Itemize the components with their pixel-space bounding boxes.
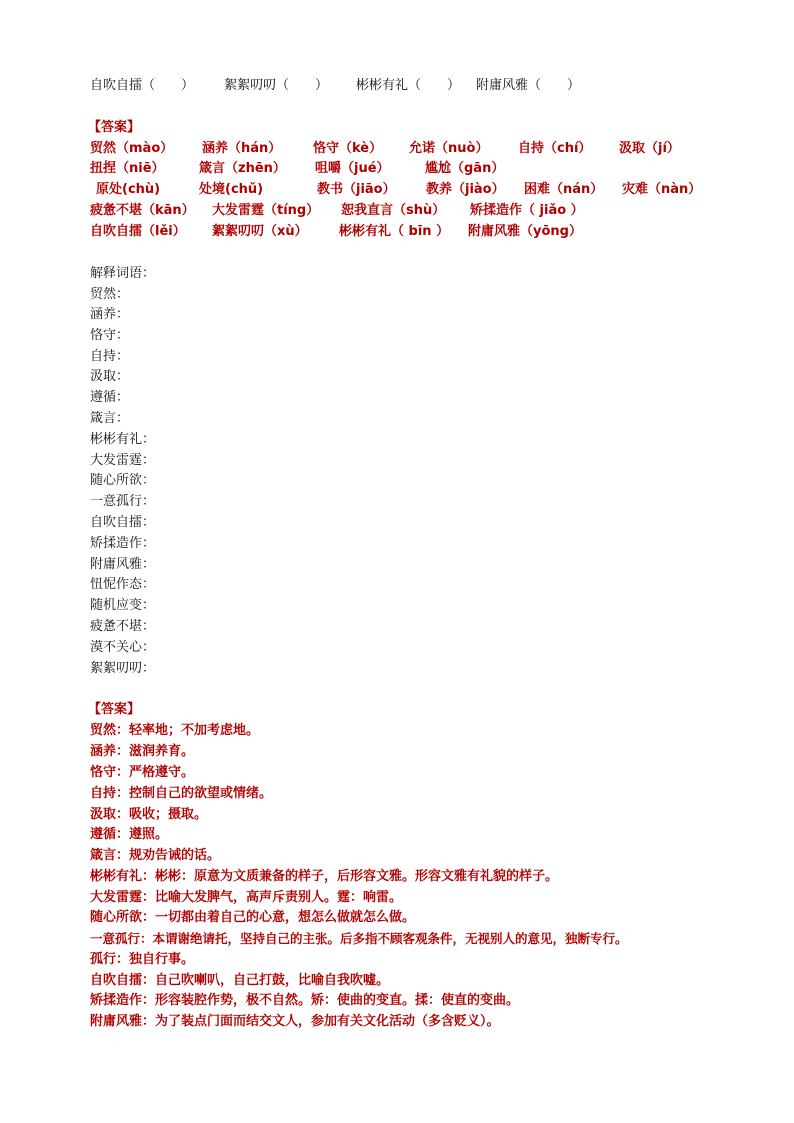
definition-line: 孤行：独自行事。 [90, 952, 195, 967]
term-label: 汲取： [90, 369, 130, 384]
definition-line: 贸然：轻率地；不加考虑地。 [90, 723, 260, 738]
answer-item: 大发雷霆（tíng） [212, 203, 320, 218]
answer-item: 汲取（jí） [619, 141, 680, 156]
answer-item: 困难（nán） [524, 182, 604, 197]
term-label: 疲惫不堪： [90, 619, 156, 634]
answer-item: 恕我直言（shù） [341, 203, 446, 218]
definition-line: 遵循：遵照。 [90, 827, 169, 842]
term-label: 忸怩作态： [90, 577, 156, 592]
definition-line: 彬彬有礼：彬彬：原意为文质兼备的样子，后形容文雅。形容文雅有礼貌的样子。 [90, 869, 559, 884]
term-label: 漠不关心： [90, 640, 156, 655]
answer-item: 灾难（nàn） [622, 182, 702, 197]
answer-item: 贸然（mào） [90, 141, 174, 156]
answer-heading: 【答案】 [88, 702, 141, 717]
question-item: 彬彬有礼（ ） [356, 78, 461, 93]
answer-item: 扭捏（niē） [90, 161, 165, 176]
definition-line: 自持：控制自己的欲望或情绪。 [90, 786, 273, 801]
answer-item: 自吹自擂（lěi） [90, 224, 186, 239]
term-label: 自持： [90, 349, 130, 364]
question-item: 絮絮叨叨（ ） [224, 78, 329, 93]
answer-item: 教书（jiāo） [317, 182, 396, 197]
question-item: 附庸风雅（ ） [476, 78, 581, 93]
term-label: 随机应变： [90, 598, 156, 613]
definition-line: 附庸风雅：为了装点门面而结交文人，参加有关文化活动（多含贬义）。 [90, 1014, 500, 1029]
answer-item: 处境(chǔ) [199, 182, 264, 197]
answer-item: 疲惫不堪（kān） [90, 203, 195, 218]
term-label: 附庸风雅： [90, 557, 156, 572]
term-label: 絮絮叨叨： [90, 661, 156, 676]
explain-title: 解释词语： [90, 266, 156, 281]
answer-item: 絮絮叨叨（xù） [212, 224, 308, 239]
answer-item: 附庸风雅（yōng） [468, 224, 582, 239]
definition-line: 随心所欲：一切都由着自己的心意，想怎么做就怎么做。 [90, 910, 416, 925]
answer-item: 尴尬（gān） [425, 161, 505, 176]
term-label: 贸然： [90, 287, 130, 302]
answer-item: 矫揉造作（ jiǎo ） [470, 203, 584, 218]
definition-line: 矫揉造作：形容装腔作势，极不自然。矫：使曲的变直。揉：使直的变曲。 [90, 993, 520, 1008]
term-label: 恪守： [90, 328, 130, 343]
term-label: 自吹自擂： [90, 515, 156, 530]
definition-line: 汲取：吸收；摄取。 [90, 807, 208, 822]
definition-line: 自吹自擂：自己吹喇叭，自己打鼓，比喻自我吹嘘。 [90, 973, 390, 988]
term-label: 彬彬有礼： [90, 432, 156, 447]
definition-line: 恪守：严格遵守。 [90, 765, 195, 780]
answer-item: 涵养（hán） [202, 141, 282, 156]
term-label: 矫揉造作： [90, 536, 156, 551]
answer-heading: 【答案】 [88, 120, 141, 135]
answer-item: 箴言（zhēn） [199, 161, 286, 176]
answer-item: 教养（jiào） [426, 182, 505, 197]
answer-item: 彬彬有礼（ bīn ） [339, 224, 450, 239]
answer-item: 允诺（nuò） [409, 141, 489, 156]
term-label: 遵循： [90, 390, 130, 405]
answer-item: 原处(chù) [96, 182, 161, 197]
term-label: 一意孤行： [90, 494, 156, 509]
definition-line: 大发雷霆：比喻大发脾气，高声斥责别人。霆：响雷。 [90, 890, 403, 905]
answer-item: 咀嚼（jué） [315, 161, 390, 176]
term-label: 涵养： [90, 307, 130, 322]
question-item: 自吹自擂（ ） [90, 78, 195, 93]
term-label: 箴言： [90, 411, 130, 426]
term-label: 大发雷霆： [90, 453, 156, 468]
definition-line: 箴言：规劝告诫的话。 [90, 848, 221, 863]
definition-line: 一意孤行：本谓谢绝请托，坚持自己的主张。后多指不顾客观条件，无视别人的意见，独断专行。 [90, 931, 628, 946]
definition-line: 涵养：滋润养育。 [90, 744, 195, 759]
answer-item: 恪守（kè） [313, 141, 383, 156]
term-label: 随心所欲： [90, 473, 156, 488]
answer-item: 自持（chí） [518, 141, 592, 156]
